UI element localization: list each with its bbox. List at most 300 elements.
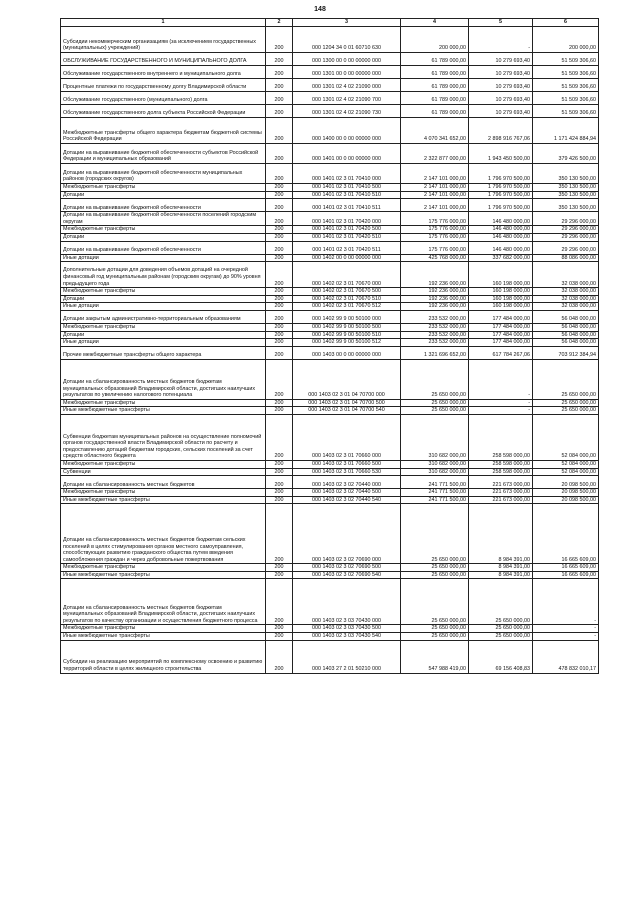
- row-col6-value: 379 426 500,00: [533, 144, 599, 164]
- row-code: 000 1401 02 3 01 70410 500: [293, 184, 401, 192]
- row-col4-value: 61 789 000,00: [401, 92, 469, 105]
- row-name: Дотации на выравнивание бюджетной обеспеченности субъектов Российской Федерации и муниципальных образований: [61, 144, 266, 164]
- row-col6-value: 703 912 384,94: [533, 346, 599, 359]
- row-col4-value: 241 771 500,00: [401, 489, 469, 497]
- row-name: Дотации: [61, 331, 266, 339]
- row-col5-value: -: [469, 27, 533, 53]
- row-col6-value: 16 665 609,00: [533, 571, 599, 579]
- row-col6-value: -: [533, 579, 599, 625]
- row-grbs: 200: [266, 407, 293, 415]
- row-col6-value: 16 665 609,00: [533, 564, 599, 572]
- row-grbs: 200: [266, 199, 293, 212]
- row-col4-value: 2 147 101 000,00: [401, 184, 469, 192]
- row-code: 000 1402 02 3 01 70670 000: [293, 262, 401, 288]
- row-col6-value: -: [533, 633, 599, 641]
- table-row: [61, 489, 599, 497]
- row-col5-value: 258 598 000,00: [469, 468, 533, 476]
- row-col6-value: 88 086 000,00: [533, 254, 599, 262]
- row-col4-value: 2 147 101 000,00: [401, 199, 469, 212]
- row-code: 000 1401 02 3 01 70420 500: [293, 226, 401, 234]
- row-col6-value: 51 509 306,60: [533, 92, 599, 105]
- row-code: 000 1402 99 9 00 50100 000: [293, 310, 401, 323]
- row-col6-value: 20 098 500,00: [533, 496, 599, 504]
- row-code: 000 1403 02 3 01 70660 000: [293, 414, 401, 460]
- row-col5-value: 221 673 000,00: [469, 496, 533, 504]
- row-grbs: 200: [266, 226, 293, 234]
- row-name: Дотации закрытым административно-территориальным образованиям: [61, 310, 266, 323]
- row-col4-value: 310 682 000,00: [401, 460, 469, 468]
- row-col4-value: 2 147 101 000,00: [401, 164, 469, 184]
- row-name: Иные межбюджетные трансферты: [61, 496, 266, 504]
- row-grbs: 200: [266, 53, 293, 66]
- row-code: 000 1401 02 3 01 70410 000: [293, 164, 401, 184]
- row-col6-value: 56 048 000,00: [533, 331, 599, 339]
- row-grbs: 200: [266, 79, 293, 92]
- row-name: Межбюджетные трансферты: [61, 460, 266, 468]
- row-col5-value: 1 796 970 500,00: [469, 164, 533, 184]
- row-grbs: 200: [266, 640, 293, 673]
- row-name: Иные дотации: [61, 254, 266, 262]
- row-name: Субвенции бюджетам муниципальных районов на осуществление полномочий органов государственной власти Владимирской области по расчету и предоставлению дотаций бюджетам городских, сельских поселений за счет средств областного бюджета: [61, 414, 266, 460]
- row-name: Межбюджетные трансферты: [61, 288, 266, 296]
- row-col4-value: 233 532 000,00: [401, 339, 469, 347]
- row-name: Межбюджетные трансферты: [61, 489, 266, 497]
- table-row: [61, 625, 599, 633]
- row-col6-value: 350 130 500,00: [533, 164, 599, 184]
- row-code: 000 1204 34 0 01 60710 630: [293, 27, 401, 53]
- row-grbs: 200: [266, 184, 293, 192]
- row-name: Иные межбюджетные трансферты: [61, 633, 266, 641]
- row-col5-value: 160 198 000,00: [469, 262, 533, 288]
- row-grbs: 200: [266, 625, 293, 633]
- row-col5-value: 146 480 000,00: [469, 233, 533, 241]
- row-col5-value: 1 943 450 500,00: [469, 144, 533, 164]
- row-name: Обслуживание государственного долга субъекта Российской Федерации: [61, 105, 266, 118]
- row-grbs: 200: [266, 323, 293, 331]
- table-row: [61, 399, 599, 407]
- row-name: Дотации на сбалансированность местных бюджетов бюджетам муниципальных образований Владимирской области, достигших наилучших результатов по качеству организации и осуществления бюджетного процесса: [61, 579, 266, 625]
- row-code: 000 1401 02 3 01 70410 510: [293, 191, 401, 199]
- row-name: Межбюджетные трансферты: [61, 323, 266, 331]
- row-col5-value: 177 484 000,00: [469, 339, 533, 347]
- row-code: 000 1403 02 3 01 04 70700 000: [293, 359, 401, 399]
- row-name: Межбюджетные трансферты: [61, 399, 266, 407]
- row-name: Дотации на выравнивание бюджетной обеспеченности: [61, 241, 266, 254]
- row-col4-value: 25 650 000,00: [401, 579, 469, 625]
- row-col5-value: 617 784 267,06: [469, 346, 533, 359]
- row-code: 000 1402 99 9 00 50100 510: [293, 331, 401, 339]
- row-name: Дотации на сбалансированность местных бюджетов: [61, 476, 266, 489]
- row-col4-value: 1 321 696 652,00: [401, 346, 469, 359]
- row-name: Обслуживание государственного (муниципального) долга: [61, 92, 266, 105]
- row-grbs: 200: [266, 633, 293, 641]
- row-name: Процентные платежи по государственному долгу Владимирской области: [61, 79, 266, 92]
- row-grbs: 200: [266, 144, 293, 164]
- row-col4-value: 2 147 101 000,00: [401, 191, 469, 199]
- column-number: 1: [61, 19, 266, 27]
- row-col5-value: 10 279 693,40: [469, 66, 533, 79]
- row-col5-value: 160 198 000,00: [469, 288, 533, 296]
- table-row: [61, 564, 599, 572]
- row-col6-value: -: [533, 625, 599, 633]
- row-col6-value: 51 509 306,60: [533, 79, 599, 92]
- row-col5-value: -: [469, 359, 533, 399]
- row-col5-value: 146 480 000,00: [469, 212, 533, 226]
- row-name: Субсидии на реализацию мероприятий по комплексному освоению и развитию территорий области в целях жилищного строительства: [61, 640, 266, 673]
- row-col5-value: 1 796 970 500,00: [469, 191, 533, 199]
- row-name: Иные дотации: [61, 303, 266, 311]
- row-col6-value: 52 084 000,00: [533, 460, 599, 468]
- table-body: [61, 27, 599, 674]
- row-name: Дотации: [61, 191, 266, 199]
- row-col4-value: 175 776 000,00: [401, 226, 469, 234]
- row-name: Дотации на сбалансированность местных бюджетов бюджетам муниципальных образований Владимирской области, достигших наилучших результатов по увеличению налогового потенциала: [61, 359, 266, 399]
- row-grbs: 200: [266, 489, 293, 497]
- row-col4-value: 175 776 000,00: [401, 233, 469, 241]
- page-number: 148: [314, 6, 326, 13]
- table-row: [61, 310, 599, 323]
- row-col5-value: -: [469, 407, 533, 415]
- column-number: 6: [533, 19, 599, 27]
- row-code: 000 1403 27 2 01 50210 000: [293, 640, 401, 673]
- row-col6-value: 51 509 306,60: [533, 105, 599, 118]
- row-code: 000 1402 00 0 00 00000 000: [293, 254, 401, 262]
- row-col4-value: 2 322 877 000,00: [401, 144, 469, 164]
- row-grbs: 200: [266, 303, 293, 311]
- row-col6-value: 29 296 000,00: [533, 212, 599, 226]
- table-row: [61, 359, 599, 399]
- row-grbs: 200: [266, 496, 293, 504]
- row-col6-value: 16 665 609,00: [533, 504, 599, 564]
- row-code: 000 1301 00 0 00 00000 000: [293, 66, 401, 79]
- row-col4-value: 192 236 000,00: [401, 288, 469, 296]
- row-col6-value: 350 130 500,00: [533, 191, 599, 199]
- row-grbs: 200: [266, 66, 293, 79]
- row-grbs: 200: [266, 346, 293, 359]
- row-code: 000 1301 02 4 02 21090 730: [293, 105, 401, 118]
- row-grbs: 200: [266, 212, 293, 226]
- row-name: Прочие межбюджетные трансферты общего характера: [61, 346, 266, 359]
- row-code: 000 1403 02 3 01 04 70700 500: [293, 399, 401, 407]
- row-grbs: 200: [266, 564, 293, 572]
- row-col6-value: 20 098 500,00: [533, 489, 599, 497]
- row-grbs: 200: [266, 399, 293, 407]
- row-code: 000 1402 02 3 01 70670 500: [293, 288, 401, 296]
- row-col5-value: 177 484 000,00: [469, 323, 533, 331]
- row-col4-value: 200 000,00: [401, 27, 469, 53]
- row-col4-value: 241 771 500,00: [401, 476, 469, 489]
- row-code: 000 1403 02 3 01 70660 530: [293, 468, 401, 476]
- row-col4-value: 192 236 000,00: [401, 262, 469, 288]
- row-col4-value: 25 650 000,00: [401, 633, 469, 641]
- row-col6-value: 20 098 500,00: [533, 476, 599, 489]
- row-name: Дотации на выравнивание бюджетной обеспеченности поселений городским округам: [61, 212, 266, 226]
- row-code: 000 1403 02 3 03 70430 540: [293, 633, 401, 641]
- row-col6-value: 56 048 000,00: [533, 323, 599, 331]
- row-name: Межбюджетные трансферты: [61, 184, 266, 192]
- table-row: [61, 303, 599, 311]
- row-col4-value: 25 650 000,00: [401, 504, 469, 564]
- row-col5-value: 177 484 000,00: [469, 310, 533, 323]
- row-col5-value: 8 984 391,00: [469, 504, 533, 564]
- row-code: 000 1401 02 3 01 70420 511: [293, 241, 401, 254]
- row-col6-value: 32 038 000,00: [533, 262, 599, 288]
- row-col4-value: 175 776 000,00: [401, 212, 469, 226]
- row-col5-value: 25 650 000,00: [469, 579, 533, 625]
- row-col5-value: 146 480 000,00: [469, 226, 533, 234]
- row-col6-value: 56 048 000,00: [533, 339, 599, 347]
- table-row: [61, 571, 599, 579]
- row-col6-value: 25 650 000,00: [533, 359, 599, 399]
- row-col5-value: -: [469, 399, 533, 407]
- row-grbs: 200: [266, 262, 293, 288]
- row-col4-value: 61 789 000,00: [401, 105, 469, 118]
- row-grbs: 200: [266, 241, 293, 254]
- row-grbs: 200: [266, 579, 293, 625]
- row-name: Межбюджетные трансферты общего характера бюджетам бюджетной системы Российской Федерации: [61, 118, 266, 144]
- row-name: Дотации: [61, 295, 266, 303]
- column-number: 4: [401, 19, 469, 27]
- row-col5-value: 2 898 916 767,06: [469, 118, 533, 144]
- row-grbs: 200: [266, 233, 293, 241]
- row-grbs: 200: [266, 468, 293, 476]
- row-col5-value: 10 279 693,40: [469, 53, 533, 66]
- row-col6-value: 32 038 000,00: [533, 288, 599, 296]
- row-name: Субсидии некоммерческим организациям (за исключением государственных (муниципальных) учреждений): [61, 27, 266, 53]
- row-col4-value: 175 776 000,00: [401, 241, 469, 254]
- table-row: [61, 233, 599, 241]
- row-name: Дотации на сбалансированность местных бюджетов бюджетам сельских поселений в целях стимулирования органов местного самоуправления, способствующих развитию гражданского общества путем введения самообложения граждан и через добровольные пожертвования: [61, 504, 266, 564]
- row-code: 000 1403 02 3 01 70660 500: [293, 460, 401, 468]
- table-row: [61, 212, 599, 226]
- row-col4-value: 61 789 000,00: [401, 79, 469, 92]
- row-grbs: 200: [266, 310, 293, 323]
- row-code: 000 1403 02 3 03 70430 000: [293, 579, 401, 625]
- row-name: Обслуживание государственного внутреннего и муниципального долга: [61, 66, 266, 79]
- row-name: ОБСЛУЖИВАНИЕ ГОСУДАРСТВЕННОГО И МУНИЦИПАЛЬНОГО ДОЛГА: [61, 53, 266, 66]
- row-code: 000 1403 02 3 02 70690 000: [293, 504, 401, 564]
- row-grbs: 200: [266, 571, 293, 579]
- row-name: Межбюджетные трансферты: [61, 226, 266, 234]
- row-col5-value: 221 673 000,00: [469, 489, 533, 497]
- row-name: Дотации на выравнивание бюджетной обеспеченности муниципальных районов (городских округов): [61, 164, 266, 184]
- row-col5-value: 160 198 000,00: [469, 303, 533, 311]
- row-grbs: 200: [266, 331, 293, 339]
- table-row: [61, 288, 599, 296]
- table-row: [61, 226, 599, 234]
- row-name: Иные межбюджетные трансферты: [61, 571, 266, 579]
- row-col4-value: 25 650 000,00: [401, 625, 469, 633]
- row-name: Субвенции: [61, 468, 266, 476]
- row-name: Иные межбюджетные трансферты: [61, 407, 266, 415]
- row-col5-value: 221 673 000,00: [469, 476, 533, 489]
- row-grbs: 200: [266, 164, 293, 184]
- row-col4-value: 233 532 000,00: [401, 323, 469, 331]
- row-code: 000 1301 02 4 02 21090 700: [293, 92, 401, 105]
- table-row: [61, 346, 599, 359]
- table-row: [61, 184, 599, 192]
- table-row: [61, 339, 599, 347]
- row-name: Межбюджетные трансферты: [61, 625, 266, 633]
- table-row: [61, 476, 599, 489]
- row-col6-value: 29 296 000,00: [533, 241, 599, 254]
- table-row: [61, 504, 599, 564]
- row-code: 000 1403 02 3 02 70440 540: [293, 496, 401, 504]
- row-col6-value: 350 130 500,00: [533, 199, 599, 212]
- table-row: [61, 633, 599, 641]
- row-col6-value: 200 000,00: [533, 27, 599, 53]
- row-col6-value: 1 171 424 884,94: [533, 118, 599, 144]
- row-col6-value: 350 130 500,00: [533, 184, 599, 192]
- column-number: 2: [266, 19, 293, 27]
- table-row: [61, 460, 599, 468]
- row-col6-value: 32 038 000,00: [533, 303, 599, 311]
- row-col5-value: 1 796 970 500,00: [469, 199, 533, 212]
- table-row: [61, 164, 599, 184]
- row-col5-value: 258 598 000,00: [469, 414, 533, 460]
- row-name: Дотации: [61, 233, 266, 241]
- row-col5-value: 10 279 693,40: [469, 105, 533, 118]
- row-col4-value: 192 236 000,00: [401, 295, 469, 303]
- table-row: [61, 579, 599, 625]
- row-col4-value: 25 650 000,00: [401, 564, 469, 572]
- row-grbs: 200: [266, 359, 293, 399]
- row-col4-value: 310 682 000,00: [401, 468, 469, 476]
- row-code: 000 1403 02 3 01 04 70700 540: [293, 407, 401, 415]
- row-col6-value: 56 048 000,00: [533, 310, 599, 323]
- row-col6-value: 25 650 000,00: [533, 407, 599, 415]
- row-col6-value: 29 296 000,00: [533, 226, 599, 234]
- row-col4-value: 4 070 341 652,00: [401, 118, 469, 144]
- row-grbs: 200: [266, 476, 293, 489]
- row-col5-value: 10 279 693,40: [469, 79, 533, 92]
- column-number: 3: [293, 19, 401, 27]
- table-row: [61, 191, 599, 199]
- row-col4-value: 192 236 000,00: [401, 303, 469, 311]
- row-code: 000 1402 02 3 01 70670 510: [293, 295, 401, 303]
- row-col4-value: 241 771 500,00: [401, 496, 469, 504]
- row-code: 000 1401 02 3 01 70420 000: [293, 212, 401, 226]
- table-row: [61, 295, 599, 303]
- row-col6-value: 51 509 306,60: [533, 53, 599, 66]
- row-grbs: 200: [266, 105, 293, 118]
- table-row: [61, 53, 599, 66]
- row-col4-value: 233 532 000,00: [401, 331, 469, 339]
- row-grbs: 200: [266, 295, 293, 303]
- row-code: 000 1403 02 3 02 70690 540: [293, 571, 401, 579]
- row-code: 000 1401 02 3 01 70410 511: [293, 199, 401, 212]
- table-row: [61, 262, 599, 288]
- row-col4-value: 25 650 000,00: [401, 359, 469, 399]
- row-grbs: 200: [266, 504, 293, 564]
- row-code: 000 1401 02 3 01 70420 510: [293, 233, 401, 241]
- row-code: 000 1403 02 3 03 70430 500: [293, 625, 401, 633]
- row-col5-value: 258 598 000,00: [469, 460, 533, 468]
- row-name: Дотации на выравнивание бюджетной обеспеченности: [61, 199, 266, 212]
- row-col4-value: 233 532 000,00: [401, 310, 469, 323]
- row-code: 000 1400 00 0 00 00000 000: [293, 118, 401, 144]
- row-name: Иные дотации: [61, 339, 266, 347]
- table-row: [61, 323, 599, 331]
- row-name: Дополнительные дотации для доведения объемов дотаций на очередной финансовый год муниципальным районам (городским округам) до 90% уровня предыдущего года: [61, 262, 266, 288]
- row-col4-value: 61 789 000,00: [401, 53, 469, 66]
- table-row: [61, 254, 599, 262]
- table-row: [61, 144, 599, 164]
- row-col5-value: 1 796 970 500,00: [469, 184, 533, 192]
- row-code: 000 1403 02 3 02 70440 000: [293, 476, 401, 489]
- row-grbs: 200: [266, 414, 293, 460]
- row-col4-value: 310 682 000,00: [401, 414, 469, 460]
- column-number: 5: [469, 19, 533, 27]
- row-code: 000 1401 00 0 00 00000 000: [293, 144, 401, 164]
- table-row: [61, 468, 599, 476]
- row-col5-value: 160 198 000,00: [469, 295, 533, 303]
- row-col4-value: 61 789 000,00: [401, 66, 469, 79]
- row-code: 000 1402 99 9 00 50100 512: [293, 339, 401, 347]
- row-col5-value: 69 156 408,83: [469, 640, 533, 673]
- budget-table: [60, 18, 599, 674]
- row-code: 000 1403 02 3 02 70440 500: [293, 489, 401, 497]
- row-code: 000 1402 99 9 00 50100 500: [293, 323, 401, 331]
- table-row: [61, 241, 599, 254]
- row-grbs: 200: [266, 254, 293, 262]
- row-code: 000 1300 00 0 00 00000 000: [293, 53, 401, 66]
- row-grbs: 200: [266, 339, 293, 347]
- row-col6-value: 29 296 000,00: [533, 233, 599, 241]
- row-col4-value: 425 768 000,00: [401, 254, 469, 262]
- row-col6-value: 52 084 000,00: [533, 414, 599, 460]
- row-col4-value: 25 650 000,00: [401, 571, 469, 579]
- row-grbs: 200: [266, 288, 293, 296]
- table-row: [61, 92, 599, 105]
- row-col5-value: 8 984 391,00: [469, 564, 533, 572]
- table-row: [61, 640, 599, 673]
- row-code: 000 1403 00 0 00 00000 000: [293, 346, 401, 359]
- row-col6-value: 25 650 000,00: [533, 399, 599, 407]
- table-row: [61, 105, 599, 118]
- row-col4-value: 25 650 000,00: [401, 407, 469, 415]
- table-row: [61, 199, 599, 212]
- column-number-row: [61, 19, 599, 27]
- row-col5-value: 337 682 000,00: [469, 254, 533, 262]
- row-col6-value: 478 832 010,17: [533, 640, 599, 673]
- row-col5-value: 25 650 000,00: [469, 633, 533, 641]
- table-row: [61, 496, 599, 504]
- row-name: Межбюджетные трансферты: [61, 564, 266, 572]
- row-col4-value: 25 650 000,00: [401, 399, 469, 407]
- row-col6-value: 32 038 000,00: [533, 295, 599, 303]
- row-col5-value: 10 279 693,40: [469, 92, 533, 105]
- row-col5-value: 177 484 000,00: [469, 331, 533, 339]
- row-col5-value: 146 480 000,00: [469, 241, 533, 254]
- table-row: [61, 79, 599, 92]
- row-col5-value: 25 650 000,00: [469, 625, 533, 633]
- row-code: 000 1402 02 3 01 70670 512: [293, 303, 401, 311]
- row-col5-value: 8 984 391,00: [469, 571, 533, 579]
- table-row: [61, 66, 599, 79]
- row-grbs: 200: [266, 191, 293, 199]
- row-grbs: 200: [266, 460, 293, 468]
- row-col4-value: 547 988 419,00: [401, 640, 469, 673]
- row-grbs: 200: [266, 118, 293, 144]
- table-row: [61, 118, 599, 144]
- row-code: 000 1301 02 4 02 21090 000: [293, 79, 401, 92]
- table-row: [61, 27, 599, 53]
- table-row: [61, 414, 599, 460]
- table-row: [61, 407, 599, 415]
- row-grbs: 200: [266, 92, 293, 105]
- row-col6-value: 52 084 000,00: [533, 468, 599, 476]
